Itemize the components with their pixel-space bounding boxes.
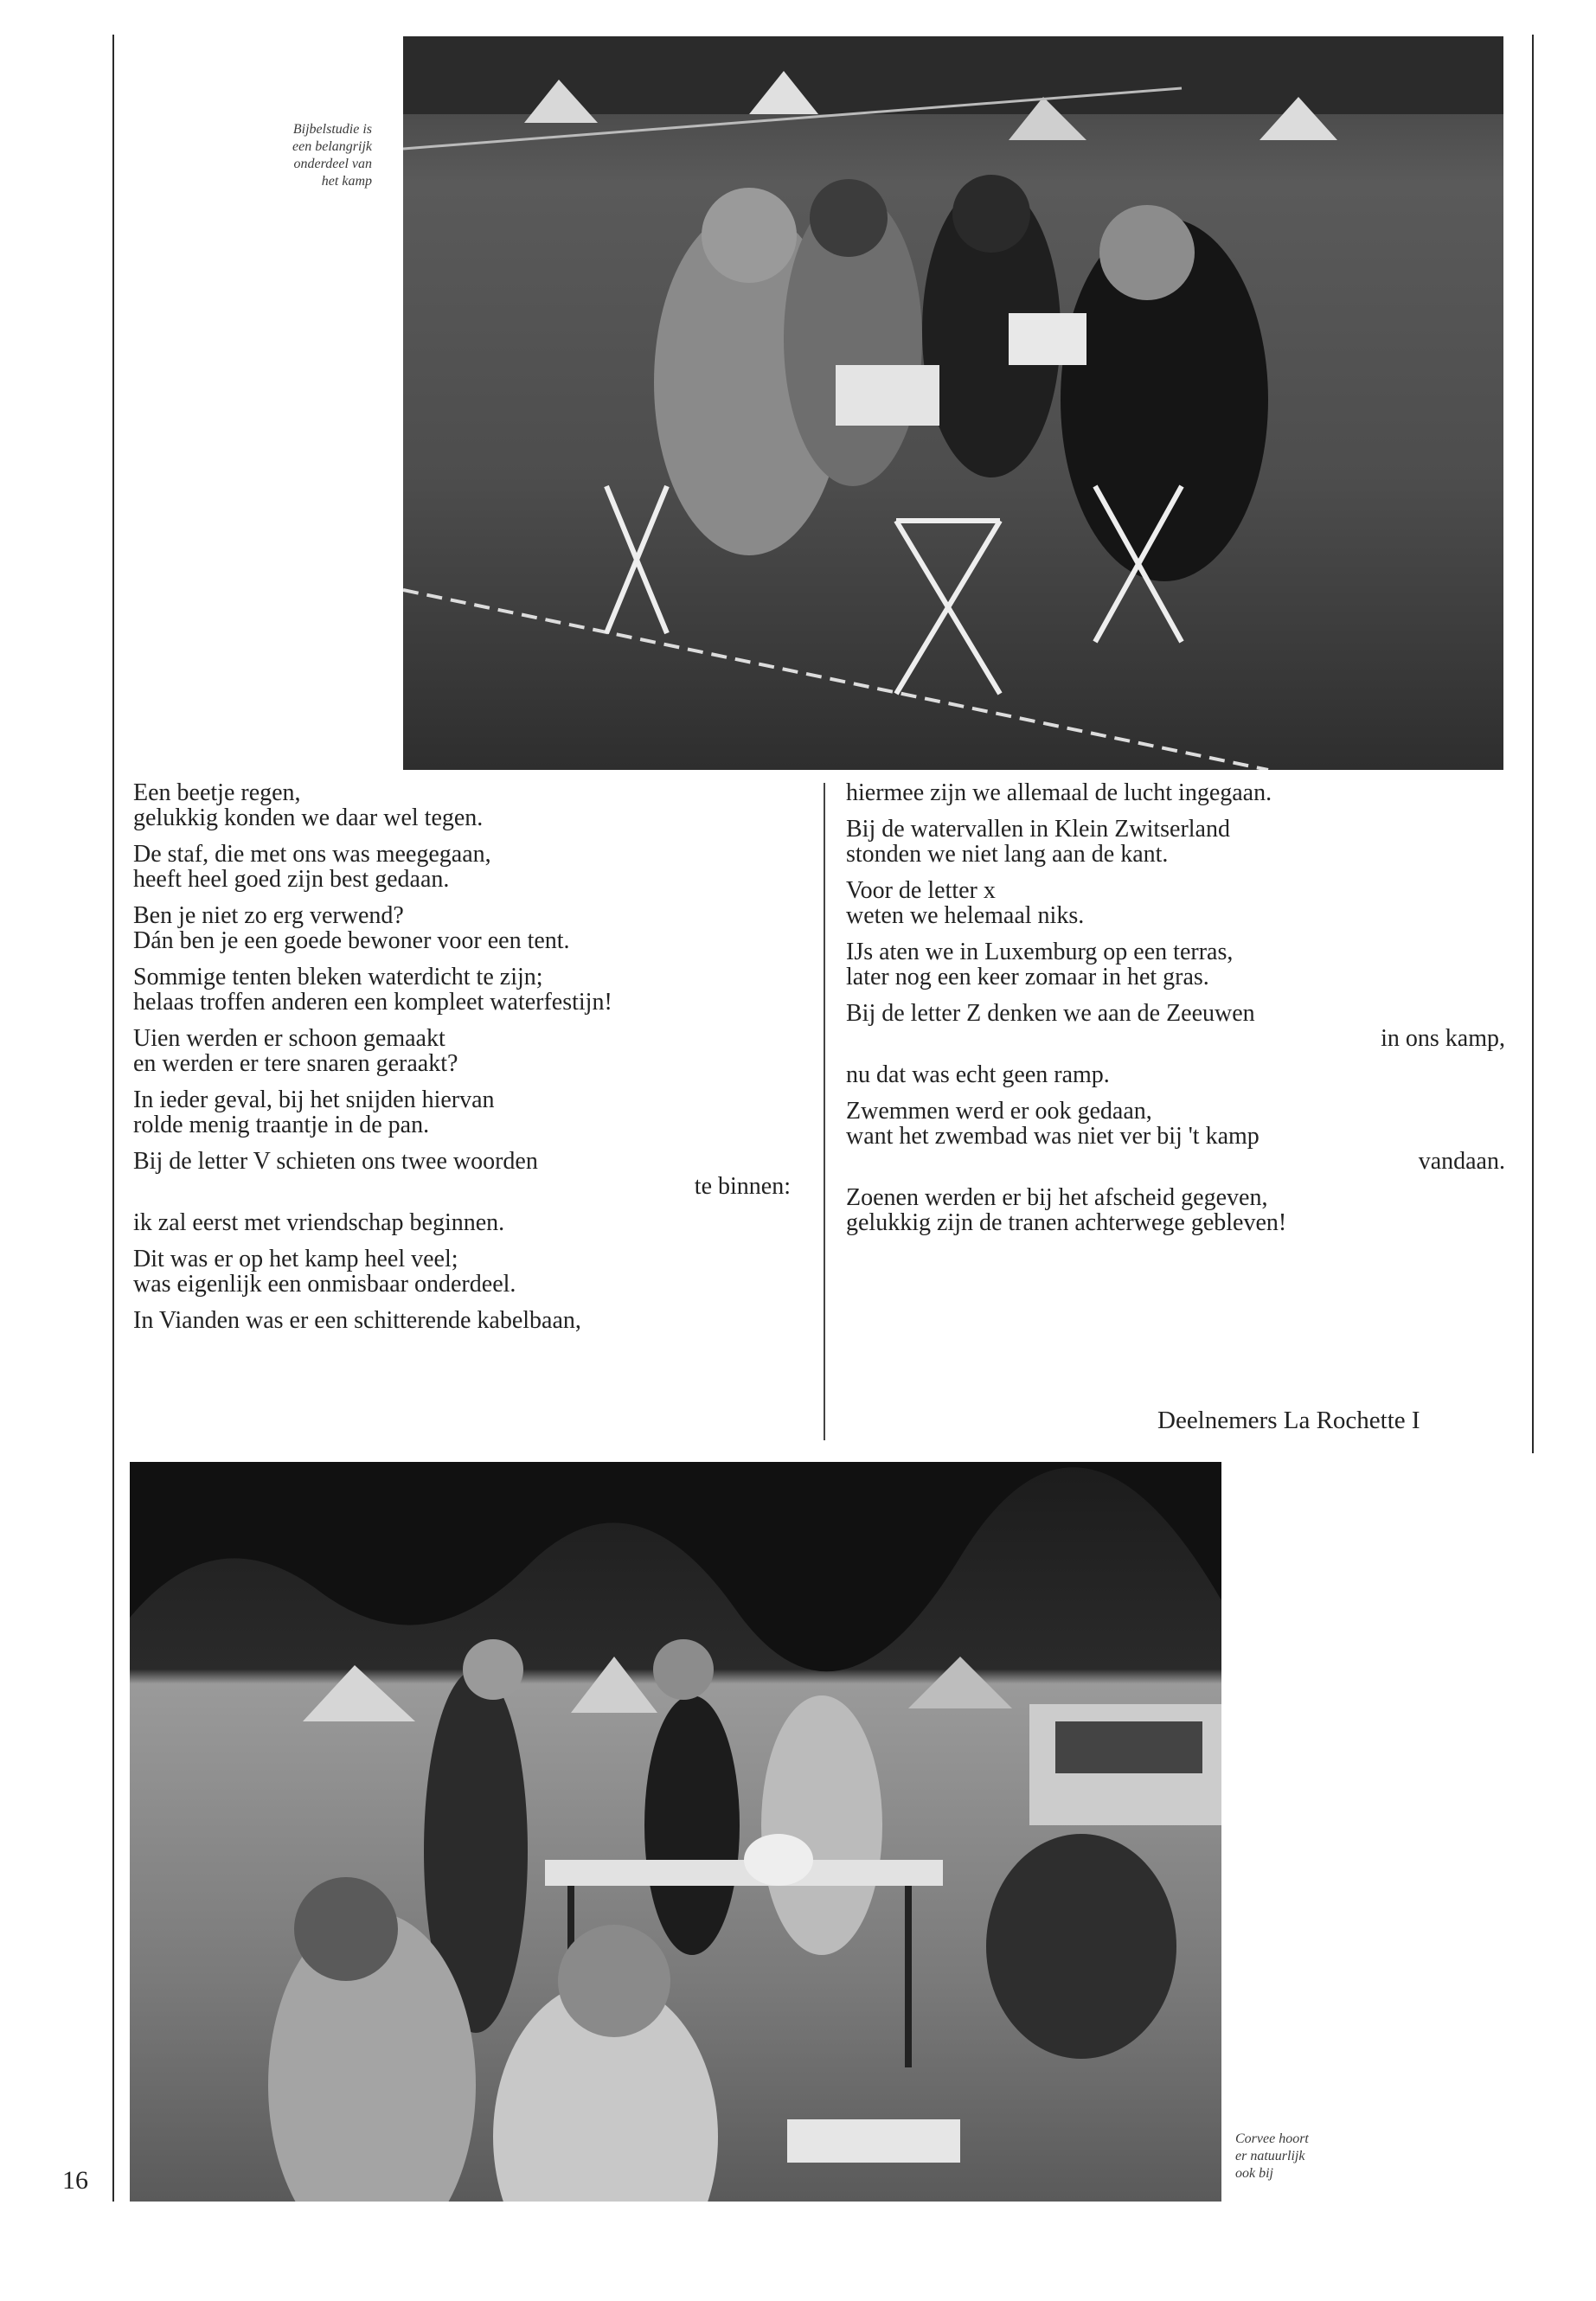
stanza: Bij de letter V schieten ons twee woorden te binnen: [133,1148,791,1200]
left-margin-rule [112,35,114,2202]
stanza: IJs aten we in Luxemburg op een terras, later nog een keer zomaar in het gras. [846,939,1234,990]
poem-right-column [846,780,1505,1247]
stanza: hiermee zijn we allemaal de lucht ingegaan. [846,779,1272,806]
stanza: ik zal eerst met vriendschap beginnen. [133,1209,505,1236]
stanza: nu dat was echt geen ramp. [846,1061,1110,1088]
right-margin-rule [1532,35,1534,1453]
stanza: Voor de letter x weten we helemaal niks. [846,877,1085,929]
stanza: Sommige tenten bleken waterdicht te zijn; helaas troffen anderen een kompleet waterfestijn! [133,964,612,1016]
stanza: Uien werden er schoon gemaakt en werden er tere snaren geraakt? [133,1025,458,1077]
stanza: Een beetje regen, gelukkig konden we daar wel tegen. [133,779,484,831]
bible-study-photo [403,36,1503,770]
poem-left-column [133,780,791,1344]
stanza: Zoenen werden er bij het afscheid gegeven, gelukkig zijn de tranen achterwege gebleven! [846,1184,1287,1236]
stanza: Ben je niet zo erg verwend? Dán ben je een goede bewoner voor een tent. [133,902,570,954]
stanza: Bij de letter Z denken we aan de Zeeuwen in ons kamp, [846,1000,1505,1052]
stanza: Zwemmen werd er ook gedaan, want het zwembad was niet ver bij 't kamp vandaan. [846,1098,1505,1175]
page-number: 16 [62,2166,88,2195]
chores-photo [130,1462,1221,2202]
stanza: De staf, die met ons was meegegaan, heeft heel goed zijn best gedaan. [133,841,491,893]
poem-signature: Deelnemers La Rochette I [1157,1407,1420,1434]
stanza: In ieder geval, bij het snijden hiervan rolde menig traantje in de pan. [133,1086,495,1138]
stanza: Dit was er op het kamp heel veel; was eigenlijk een onmisbaar onderdeel. [133,1246,516,1298]
stanza: In Vianden was er een schitterende kabelbaan, [133,1307,581,1334]
stanza: Bij de watervallen in Klein Zwitserland stonden we niet lang aan de kant. [846,816,1230,868]
bottom-photo-caption: Corvee hoort er natuurlijk ook bij [1235,2131,1309,2181]
column-divider [824,783,825,1440]
top-photo-caption: Bijbelstudie is een belangrijk onderdeel van het kamp [292,122,372,189]
